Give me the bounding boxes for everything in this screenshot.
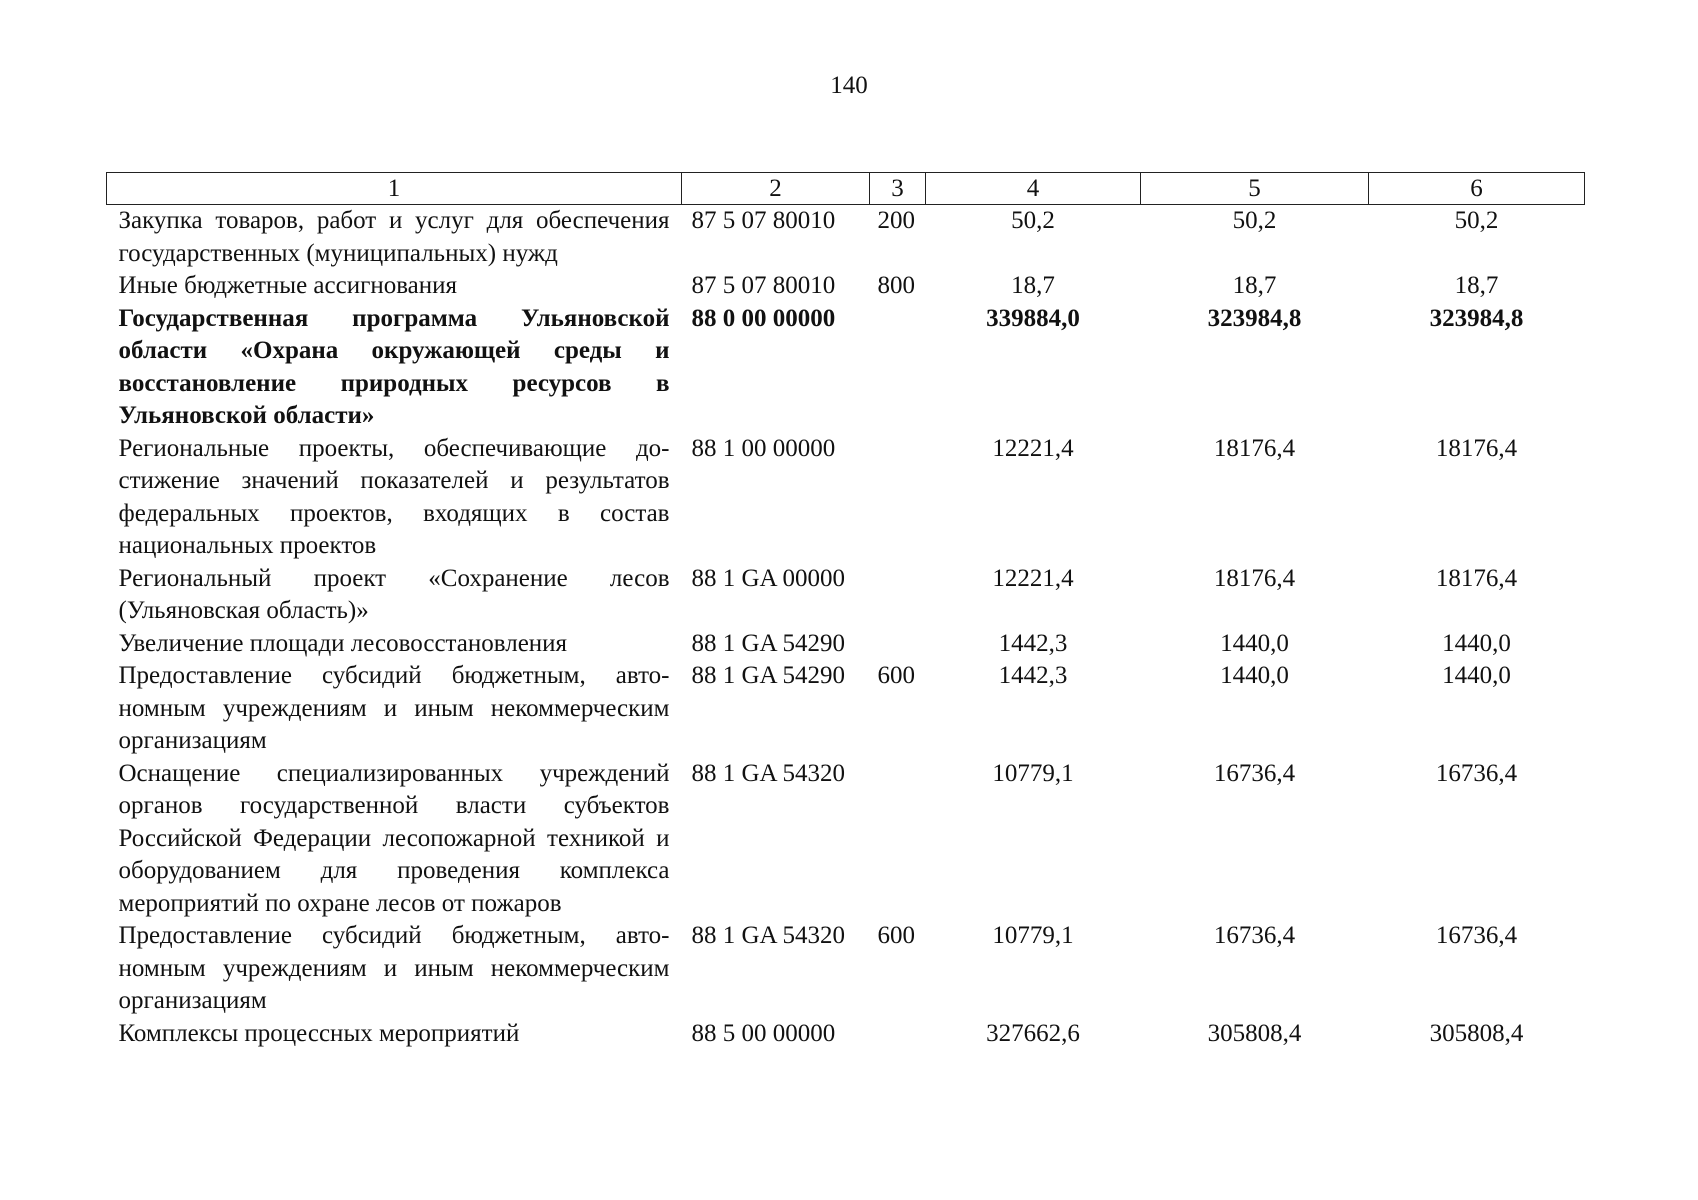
row-value-col4-cell: 1442,3 — [998, 629, 1068, 657]
row-name-cell: Региональный проект «Сохранение лесов (Ульяновская область)» — [118, 564, 670, 624]
table-row — [107, 628, 1585, 661]
row-code-cell: 88 0 00 00000 — [691, 304, 836, 332]
row-value-col4-cell: 10779,1 — [992, 922, 1074, 949]
row-expense-type-cell: 200 — [877, 207, 915, 234]
column-header-2: 2 — [682, 173, 870, 205]
table-row — [107, 563, 1585, 628]
row-value-col5-cell: 305808,4 — [1207, 1019, 1302, 1047]
row-name-cell: Оснащение специализированных учреждений органов государственной власти субъектов Российской Федерации лесопожарной техникой и оборудованием для проведения комплекса мероприятий по охране лесов от пожаров — [118, 759, 670, 917]
row-value-col6-cell: 323984,8 — [1429, 304, 1524, 332]
row-value-col5-cell: 16736,4 — [1213, 759, 1296, 787]
row-value-col4-cell: 12221,4 — [992, 564, 1074, 592]
row-name-cell: Иные бюджетные ассигнования — [118, 272, 458, 299]
row-value-col6-cell: 1440,0 — [1442, 629, 1511, 657]
row-value-col5-cell: 18176,4 — [1213, 564, 1296, 592]
column-number-header-row — [107, 173, 1585, 205]
row-expense-type-cell: 600 — [877, 922, 915, 949]
row-expense-type-cell — [870, 563, 926, 628]
column-header-1: 1 — [107, 173, 682, 205]
row-code-cell: 88 1 GA 54290 — [691, 662, 845, 689]
row-value-col4-cell: 339884,0 — [986, 304, 1080, 332]
row-value-col5-cell: 16736,4 — [1213, 922, 1296, 949]
row-name-cell: Закупка товаров, работ и услуг для обеспечения государственных (муниципальных) нужд — [118, 207, 670, 267]
table-row — [107, 205, 1585, 271]
row-value-col6-cell: 16736,4 — [1435, 922, 1518, 949]
row-name-cell: Увеличение площади лесовосстановления — [118, 629, 568, 657]
row-code-cell: 88 1 GA 54290 — [691, 629, 845, 657]
row-value-col5-cell: 18,7 — [1232, 272, 1277, 299]
table-row — [107, 920, 1585, 1018]
row-value-col6-cell: 1440,0 — [1442, 662, 1511, 689]
row-code-cell: 88 1 GA 54320 — [691, 922, 845, 949]
table-row — [107, 270, 1585, 303]
row-code-cell: 88 1 GA 54320 — [691, 759, 845, 787]
row-value-col5-cell: 1440,0 — [1220, 629, 1289, 657]
row-name-cell: Государственная программа Ульяновской области «Охрана окружающей среды и восстановление природных ресурсов в Ульяновской области» — [118, 304, 670, 429]
row-name-cell: Региональные проекты, обеспечивающие достижение значений показателей и результатов федеральных проектов, входящих в состав национальных проектов — [118, 434, 670, 559]
table-row — [107, 758, 1585, 921]
table-row — [107, 433, 1585, 563]
row-expense-type-cell — [870, 303, 926, 433]
row-value-col4-cell: 10779,1 — [992, 759, 1074, 787]
row-value-col4-cell: 1442,3 — [998, 662, 1068, 689]
row-code-cell: 87 5 07 80010 — [691, 207, 836, 234]
table-row — [107, 303, 1585, 433]
row-value-col6-cell: 18,7 — [1454, 272, 1499, 299]
row-value-col4-cell: 18,7 — [1011, 272, 1055, 299]
row-value-col5-cell: 50,2 — [1232, 207, 1277, 234]
table-body — [107, 205, 1585, 1051]
row-code-cell: 88 1 00 00000 — [691, 434, 836, 462]
row-value-col4-cell: 327662,6 — [986, 1019, 1080, 1047]
column-header-3: 3 — [870, 173, 926, 205]
row-value-col6-cell: 50,2 — [1454, 207, 1499, 234]
row-value-col5-cell: 323984,8 — [1207, 304, 1302, 332]
row-expense-type-cell — [870, 433, 926, 563]
row-expense-type-cell — [870, 1018, 926, 1051]
row-value-col4-cell: 50,2 — [1011, 207, 1055, 234]
row-expense-type-cell — [870, 758, 926, 921]
row-value-col6-cell: 305808,4 — [1429, 1019, 1524, 1047]
column-header-5: 5 — [1141, 173, 1369, 205]
row-expense-type-cell: 600 — [877, 662, 915, 689]
row-expense-type-cell — [870, 628, 926, 661]
row-value-col6-cell: 18176,4 — [1435, 564, 1518, 592]
table-row — [107, 660, 1585, 758]
column-header-4: 4 — [926, 173, 1141, 205]
row-code-cell: 88 1 GA 00000 — [691, 564, 845, 592]
row-name-cell: Предоставление субсидий бюджетным, автономным учреждениям и иным некоммерческим организациям — [118, 922, 670, 1014]
table-row — [107, 1018, 1585, 1051]
budget-table — [106, 172, 1585, 1050]
row-value-col5-cell: 18176,4 — [1213, 434, 1296, 462]
row-name-cell: Предоставление субсидий бюджетным, автономным учреждениям и иным некоммерческим организациям — [118, 662, 670, 754]
row-code-cell: 88 5 00 00000 — [691, 1019, 836, 1047]
page-number: 140 — [830, 72, 868, 99]
row-value-col5-cell: 1440,0 — [1220, 662, 1289, 689]
column-header-6: 6 — [1369, 173, 1585, 205]
row-value-col6-cell: 18176,4 — [1435, 434, 1518, 462]
row-value-col4-cell: 12221,4 — [992, 434, 1074, 462]
row-expense-type-cell: 800 — [877, 272, 915, 299]
row-code-cell: 87 5 07 80010 — [691, 272, 836, 299]
row-value-col6-cell: 16736,4 — [1435, 759, 1518, 787]
row-name-cell: Комплексы процессных мероприятий — [118, 1019, 520, 1047]
